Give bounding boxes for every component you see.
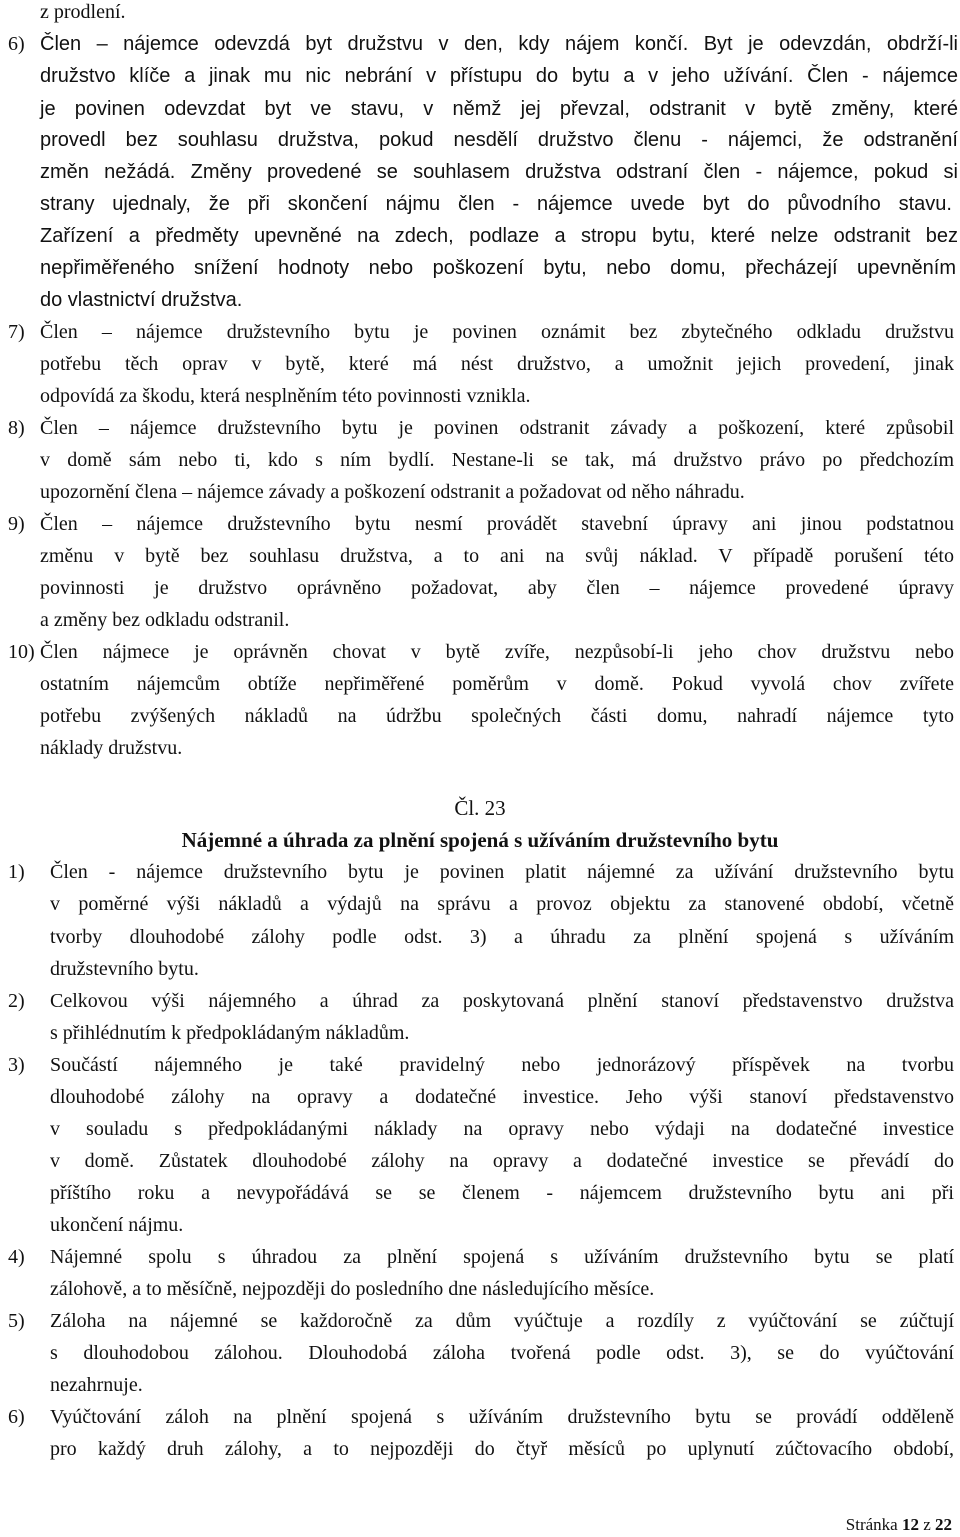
paragraph-line: do vlastnictví družstva. xyxy=(40,289,243,311)
paragraph-line: Nájemné spolu s úhradou za plnění spojená s užíváním družstevního bytu se platí xyxy=(50,1246,954,1268)
paragraph-line: ostatním nájemcům obtíže nepřiměřené poměrům v domě. Pokud vyvolá chov zvířete xyxy=(40,673,954,695)
paragraph-line: odpovídá za škodu, která nesplněním této povinnosti vznikla. xyxy=(40,385,531,407)
paragraph-line: Celkovou výši nájemného a úhrad za poskytovaná plnění stanoví představenstvo družstva xyxy=(50,990,954,1012)
item-number: 9) xyxy=(8,513,25,535)
paragraph-line: s přihlédnutím k předpokládaným nákladům. xyxy=(50,1022,410,1044)
paragraph-line: Člen nájmece je oprávněn chovat v bytě zvíře, nezpůsobí-li jeho chov družstvu nebo xyxy=(40,641,954,663)
paragraph-line: změnu v bytě bez souhlasu družstva, a to ani na svůj náklad. V případě porušení této xyxy=(40,545,954,567)
paragraph-line: ukončení nájmu. xyxy=(50,1214,184,1236)
paragraph-line: strany ujednaly, že při skončení nájmu člen - nájemce uvede byt do původního stavu. xyxy=(40,193,952,215)
paragraph-line: v poměrné výši nákladů a výdajů na správu a provoz objektu za stanovené období, včetně xyxy=(50,893,954,915)
paragraph-line: potřebu těch oprav v bytě, které má nést družstvo, a umožnit jejich provedení, jinak xyxy=(40,353,954,375)
item-number: 8) xyxy=(8,417,25,439)
paragraph-line: v domě sám nebo ti, kdo s ním bydlí. Nestane-li se tak, má družstvo právo po předchozím xyxy=(40,449,954,471)
item-number: 1) xyxy=(8,861,25,883)
item-number: 6) xyxy=(8,33,25,55)
item-number: 7) xyxy=(8,321,25,343)
item-number: 4) xyxy=(8,1246,25,1268)
item-number: 5) xyxy=(8,1310,25,1332)
total-pages: 22 xyxy=(935,1515,952,1534)
paragraph-line: Člen – nájemce družstevního bytu je povinen odstranit závady a poškození, které způsobil xyxy=(40,417,954,439)
paragraph-line: povinnosti je družstvo oprávněno požadovat, aby člen – nájemce provedené úpravy xyxy=(40,577,954,599)
paragraph-line: v souladu s předpokládanými náklady na opravy nebo výdaji na dodatečné investice xyxy=(50,1118,954,1140)
continued-text: z prodlení. xyxy=(40,1,126,23)
paragraph-line: družstvo klíče a jinak mu nic nebrání v přístupu do bytu a v jeho užívání. Člen - nájemce xyxy=(40,65,958,87)
paragraph-line: v domě. Zůstatek dlouhodobé zálohy na opravy a dodatečné investice se převádí do xyxy=(50,1150,954,1172)
paragraph-line: náklady družstvu. xyxy=(40,737,183,759)
current-page: 12 xyxy=(901,1515,919,1534)
paragraph-line: potřebu zvýšených nákladů na údržbu společných části domu, nahradí nájemce tyto xyxy=(40,705,954,727)
paragraph-line: příštího roku a nevypořádává se se členem - nájemcem družstevního bytu ani při xyxy=(50,1182,954,1204)
paragraph-line: upozornění člena – nájemce závady a poškození odstranit a požadovat od něho náhradu. xyxy=(40,481,745,503)
article-title: Nájemné a úhrada za plnění spojená s užíváním družstevního bytu xyxy=(181,828,779,852)
paragraph-line: nepřiměřeného snížení hodnoty nebo poškození bytu, nebo domu, přecházejí upevněním xyxy=(40,257,956,279)
item-number: 6) xyxy=(8,1406,25,1428)
paragraph-line: Zařízení a předměty upevněné na zdech, podlaze a stropu bytu, které nelze odstranit bez xyxy=(40,225,958,247)
paragraph-line: Člen – nájemce družstevního bytu je povinen oznámit bez zbytečného odkladu družstvu xyxy=(40,321,954,343)
paragraph-line: je povinen odevzdat byt ve stavu, v němž jej převzal, odstranit v bytě změny, které xyxy=(40,98,958,120)
paragraph-line: provedl bez souhlasu družstva, pokud nesdělí družstvo členu - nájemci, že odstranění xyxy=(40,129,958,151)
item-number: 3) xyxy=(8,1054,25,1076)
page-number-footer xyxy=(846,1515,952,1535)
item-number: 10) xyxy=(8,641,35,663)
paragraph-line: Člen – nájemce odevzdá byt družstvu v den, kdy nájem končí. Byt je odevzdán, obdrží-li xyxy=(40,33,958,55)
item-number: 2) xyxy=(8,990,25,1012)
paragraph-line: nezahrnuje. xyxy=(50,1374,143,1396)
paragraph-line: změn nežádá. Změny provedené se souhlasem družstva odstraní člen - nájemce, pokud si xyxy=(40,161,958,183)
article-number: Čl. 23 xyxy=(454,796,506,820)
footer-prefix: Stránka xyxy=(845,1515,898,1534)
paragraph-line: Člen - nájemce družstevního bytu je povinen platit nájemné za užívání družstevního bytu xyxy=(50,861,954,883)
paragraph-line: Součástí nájemného je také pravidelný nebo jednorázový příspěvek na tvorbu xyxy=(50,1054,954,1076)
paragraph-line: pro každý druh zálohy, a to nejpozději do čtyř měsíců po uplynutí zúčtovacího období, xyxy=(50,1438,954,1460)
paragraph-line: Vyúčtování záloh na plnění spojená s užíváním družstevního bytu se provádí odděleně xyxy=(50,1406,954,1428)
footer-separator: z xyxy=(923,1515,931,1534)
paragraph-line: družstevního bytu. xyxy=(50,958,199,980)
paragraph-line: s dlouhodobou zálohou. Dlouhodobá záloha tvořená podle odst. 3), se do vyúčtování xyxy=(50,1342,954,1364)
paragraph-line: zálohově, a to měsíčně, nejpozději do posledního dne následujícího měsíce. xyxy=(50,1278,655,1300)
paragraph-line: Záloha na nájemné se každoročně za dům vyúčtuje a rozdíly z vyúčtování se zúčtují xyxy=(50,1310,954,1332)
paragraph-line: tvorby dlouhodobé zálohy podle odst. 3) a úhradu za plnění spojená s užíváním xyxy=(50,926,954,948)
paragraph-line: Člen – nájemce družstevního bytu nesmí provádět stavební úpravy ani jinou podstatnou xyxy=(40,513,954,535)
paragraph-line: a změny bez odkladu odstranil. xyxy=(40,609,290,631)
paragraph-line: dlouhodobé zálohy na opravy a dodatečné investice. Jeho výši stanoví představenstvo xyxy=(50,1086,954,1108)
